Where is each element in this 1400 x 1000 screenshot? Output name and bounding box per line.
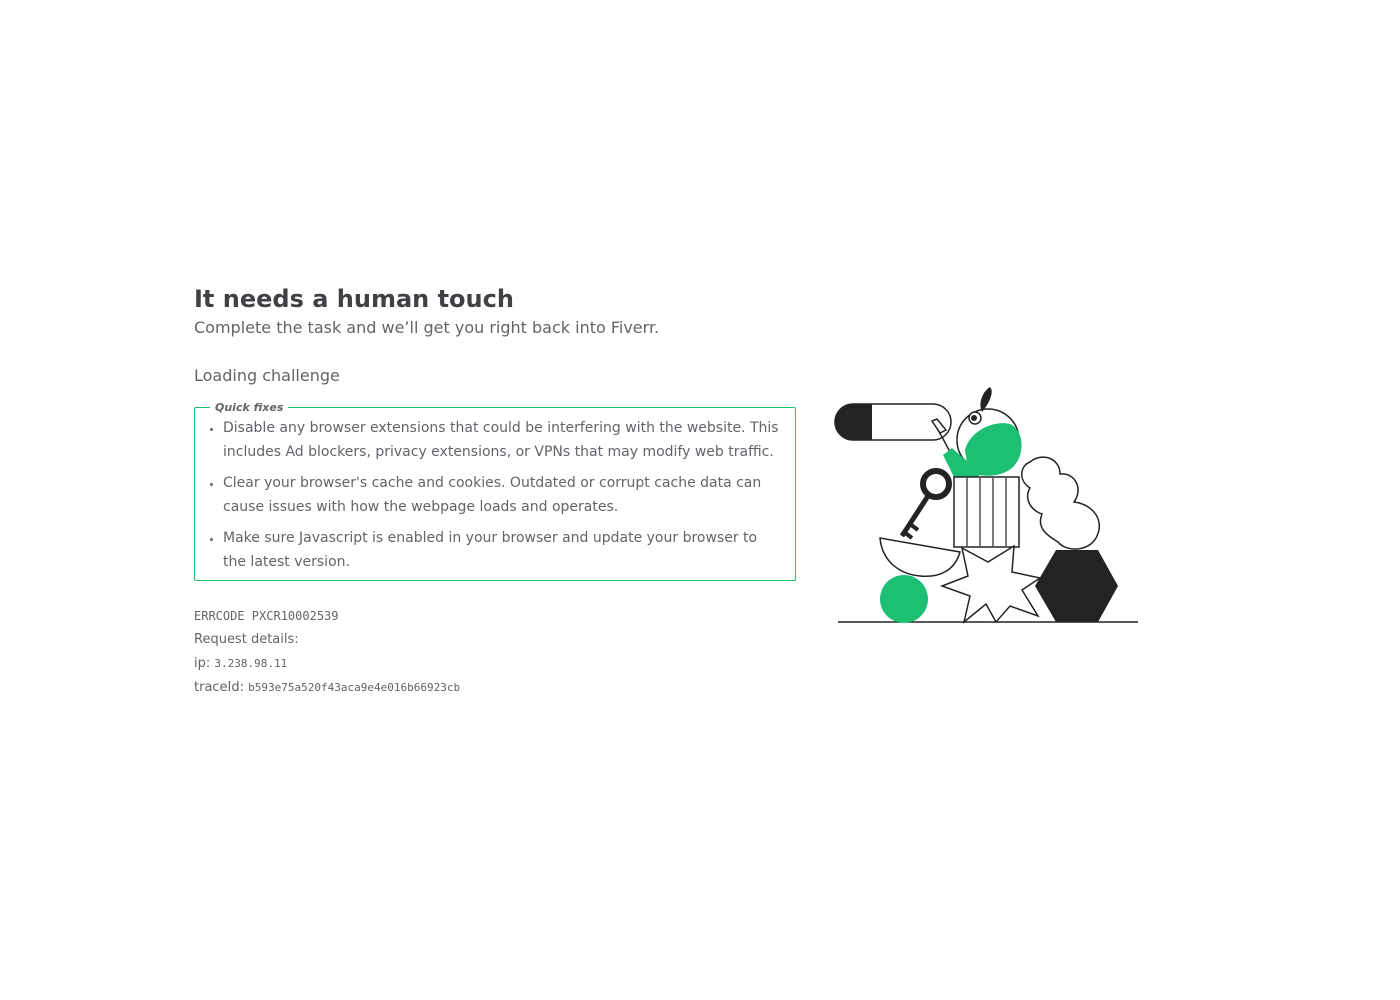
quick-fixes-legend: Quick fixes — [215, 401, 284, 414]
ip-row — [194, 654, 794, 673]
page-title: It needs a human touch — [194, 285, 514, 313]
quick-fixes-list — [209, 416, 781, 574]
trace-row — [194, 678, 794, 697]
trace-value: b593e75a520f43aca9e4e016b66923cb — [248, 681, 461, 694]
ip-value: 3.238.98.11 — [214, 657, 288, 670]
captcha-illustration-icon — [830, 380, 1146, 630]
quick-fix-item: • Clear your browser's cache and cookies. Outdated or corrupt cache data can cause issues with how the webpage loads and operates. — [223, 471, 781, 519]
quick-fix-item: • Make sure Javascript is enabled in your browser and update your browser to the latest version. — [223, 526, 781, 574]
challenge-content — [194, 284, 794, 697]
trace-label: traceId: — [194, 680, 245, 695]
quick-fix-item: • Disable any browser extensions that could be interfering with the website. This includes Ad blockers, privacy extensions, or VPNs that may modify web traffic. — [223, 416, 781, 464]
page-subtitle: Complete the task and we’ll get you right back into Fiverr. — [194, 318, 660, 337]
loading-status: Loading challenge — [194, 366, 340, 385]
quick-fixes-box — [194, 401, 796, 581]
ip-label: ip: — [194, 656, 211, 671]
error-code: ERRCODE PXCR10002539 — [194, 609, 339, 623]
request-details-label: Request details: — [194, 632, 299, 647]
